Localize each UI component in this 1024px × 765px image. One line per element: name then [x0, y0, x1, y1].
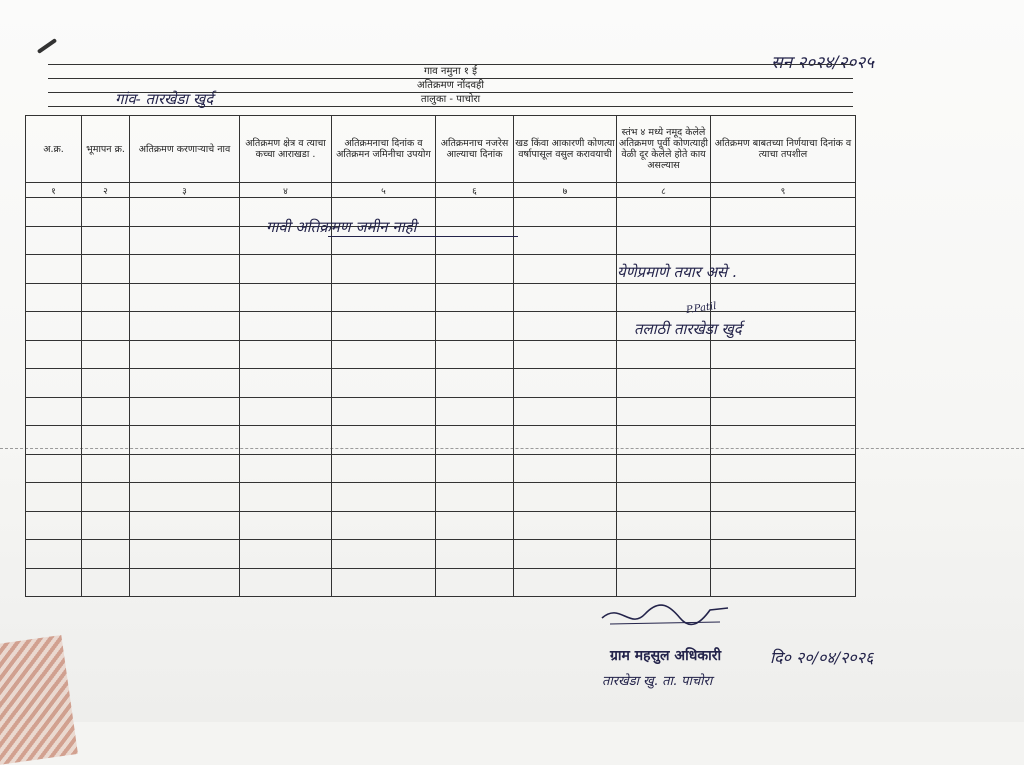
table-cell: [26, 540, 82, 569]
officer-place: तारखेडा खु. ता. पाचोरा: [602, 674, 713, 689]
table-cell: [332, 454, 436, 483]
handwritten-village: गांव- तारखेडा खुर्द: [115, 90, 214, 108]
table-cell: [514, 540, 617, 569]
table-cell: [514, 255, 617, 284]
table-cell: [332, 540, 436, 569]
col-number: ५: [332, 183, 436, 198]
table-cell: [82, 540, 130, 569]
table-cell: [617, 198, 711, 227]
table-cell: [711, 397, 856, 426]
table-cell: [617, 397, 711, 426]
table-cell: [436, 198, 514, 227]
table-cell: [82, 397, 130, 426]
table-cell: [436, 483, 514, 512]
table-cell: [130, 340, 240, 369]
taluka-label: तालुका - पाचोरा: [48, 93, 853, 107]
register-table: [25, 115, 855, 597]
table-cell: [332, 426, 436, 455]
table-cell: [332, 283, 436, 312]
table-cell: [711, 483, 856, 512]
table-cell: [26, 397, 82, 426]
table-cell: [617, 226, 711, 255]
table-cell: [436, 283, 514, 312]
table-cell: [130, 426, 240, 455]
table-cell: [82, 568, 130, 597]
col-number: ७: [514, 183, 617, 198]
col-header-survey-no: भूमापन क्र.: [82, 116, 130, 183]
table-cell: [82, 255, 130, 284]
col-number: ४: [240, 183, 332, 198]
table-cell: [514, 283, 617, 312]
table-cell: [332, 312, 436, 341]
table-cell: [130, 540, 240, 569]
table-cell: [514, 568, 617, 597]
register-title: अतिक्रमण नोंदवही: [48, 79, 853, 93]
table-cell: [130, 283, 240, 312]
table-cell: [130, 198, 240, 227]
col-header-area-sketch: अतिक्रमण क्षेत्र व त्याचा कच्चा आराखडा .: [240, 116, 332, 183]
col-header-noticed-date: अतिक्रमनाच नजरेस आल्याचा दिनांक: [436, 116, 514, 183]
table-cell: [332, 369, 436, 398]
table-cell: [26, 340, 82, 369]
table-cell: [711, 511, 856, 540]
table-cell: [240, 568, 332, 597]
table-cell: [82, 198, 130, 227]
table-cell: [26, 283, 82, 312]
table-cell: [332, 483, 436, 512]
table-cell: [240, 540, 332, 569]
table-cell: [26, 511, 82, 540]
table-cell: [240, 426, 332, 455]
table-cell: [711, 283, 856, 312]
table-cell: [130, 483, 240, 512]
table-row: [26, 397, 856, 426]
table-row: [26, 511, 856, 540]
table-cell: [26, 226, 82, 255]
table-row: [26, 454, 856, 483]
table-cell: [617, 568, 711, 597]
table-cell: [711, 340, 856, 369]
table-cell: [332, 568, 436, 597]
table-cell: [332, 397, 436, 426]
table-cell: [617, 483, 711, 512]
table-cell: [82, 312, 130, 341]
table-row: [26, 426, 856, 455]
table-cell: [711, 454, 856, 483]
table-cell: [26, 369, 82, 398]
table-cell: [130, 397, 240, 426]
officer-title: ग्राम महसुल अधिकारी: [610, 648, 722, 664]
table-cell: [436, 397, 514, 426]
officer-signature: [600, 600, 730, 630]
table-cell: [240, 312, 332, 341]
table-cell: [240, 454, 332, 483]
col-header-serial: अ.क्र.: [26, 116, 82, 183]
entry-underline: [328, 236, 518, 237]
table-cell: [240, 483, 332, 512]
table-cell: [514, 312, 617, 341]
table-cell: [514, 340, 617, 369]
table-cell: [436, 340, 514, 369]
col-number: ६: [436, 183, 514, 198]
table-row: [26, 198, 856, 227]
table-cell: [617, 426, 711, 455]
col-header-date-use: अतिक्रमनाचा दिनांक व अतिक्रमन जमिनीचा उपयोग: [332, 116, 436, 183]
table-cell: [332, 511, 436, 540]
table-cell: [436, 369, 514, 398]
table-cell: [332, 340, 436, 369]
table-cell: [82, 511, 130, 540]
table-cell: [617, 369, 711, 398]
table-cell: [240, 511, 332, 540]
talathi-initials: P.Patil: [685, 300, 718, 317]
table-cell: [240, 340, 332, 369]
table-cell: [130, 255, 240, 284]
entry-prepared-note: येणेप्रमाणे तयार असे .: [617, 263, 737, 281]
table-cell: [130, 568, 240, 597]
col-number: १: [26, 183, 82, 198]
table-cell: [82, 226, 130, 255]
table-cell: [436, 255, 514, 284]
col-number: ८: [617, 183, 711, 198]
table-cell: [82, 454, 130, 483]
table-cell: [130, 312, 240, 341]
table-cell: [436, 540, 514, 569]
table-cell: [26, 198, 82, 227]
table-cell: [514, 426, 617, 455]
table-cell: [240, 397, 332, 426]
table-cell: [711, 568, 856, 597]
table-cell: [436, 511, 514, 540]
table-cell: [26, 312, 82, 341]
table-cell: [514, 397, 617, 426]
table-cell: [130, 511, 240, 540]
col-number: ९: [711, 183, 856, 198]
table-cell: [514, 369, 617, 398]
table-row: [26, 369, 856, 398]
table-cell: [711, 226, 856, 255]
table-cell: [436, 426, 514, 455]
column-number-row: [26, 183, 856, 198]
table-cell: [82, 283, 130, 312]
table-row: [26, 340, 856, 369]
table-cell: [82, 369, 130, 398]
table-cell: [130, 369, 240, 398]
table-cell: [711, 198, 856, 227]
table-cell: [514, 226, 617, 255]
col-header-encroacher-name: अतिक्रमण करणाऱ्याचे नाव: [130, 116, 240, 183]
table-cell: [514, 511, 617, 540]
col-header-previous-removal: स्तंभ ४ मध्ये नमूद केलेले अतिक्रमण पूर्वी कोणत्याही वेळी दूर केलेले होते काय असल्यास: [617, 116, 711, 183]
table-cell: [514, 454, 617, 483]
table-cell: [617, 454, 711, 483]
table-cell: [130, 454, 240, 483]
table-cell: [240, 283, 332, 312]
table-row: [26, 483, 856, 512]
table-row: [26, 540, 856, 569]
table-cell: [82, 483, 130, 512]
table-cell: [26, 454, 82, 483]
col-header-decision-details: अतिक्रमण बाबतच्या निर्णयाचा दिनांक व त्याचा तपशील: [711, 116, 856, 183]
table-row: [26, 568, 856, 597]
entry-talathi-sign: तलाठी तारखेडा खुर्द: [634, 320, 742, 338]
table-cell: [332, 255, 436, 284]
table-cell: [617, 340, 711, 369]
table-cell: [240, 255, 332, 284]
table-cell: [514, 483, 617, 512]
table-cell: [514, 198, 617, 227]
form-name: गाव नमुना १ ई: [48, 64, 853, 79]
table-cell: [617, 511, 711, 540]
table-cell: [26, 255, 82, 284]
col-number: ३: [130, 183, 240, 198]
table-cell: [26, 426, 82, 455]
table-cell: [26, 568, 82, 597]
table-cell: [436, 312, 514, 341]
table-cell: [82, 340, 130, 369]
col-number: २: [82, 183, 130, 198]
table-row: [26, 226, 856, 255]
table-header-row: [26, 116, 856, 183]
table-cell: [130, 226, 240, 255]
table-cell: [82, 426, 130, 455]
table-cell: [711, 369, 856, 398]
table-cell: [240, 369, 332, 398]
officer-date: दि० २०/०४/२०२६: [770, 648, 874, 667]
table-row: [26, 283, 856, 312]
table-cell: [436, 568, 514, 597]
col-header-recovery-year: खड किंवा आकारणी कोणत्या वर्षापासूल वसुल करावयाची: [514, 116, 617, 183]
table-cell: [711, 426, 856, 455]
table-cell: [617, 540, 711, 569]
table-cell: [436, 454, 514, 483]
table-cell: [26, 483, 82, 512]
table-cell: [711, 540, 856, 569]
entry-no-encroachment: गावी अतिक्रमण जमीन नाही: [266, 218, 417, 236]
table-cell: [436, 226, 514, 255]
handwritten-year: सन २०२४/२०२५: [771, 53, 874, 73]
